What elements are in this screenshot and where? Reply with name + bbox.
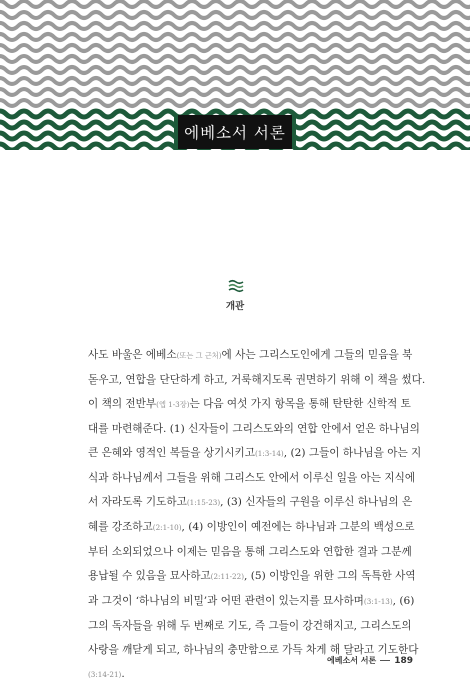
wave-stripe — [0, 100, 470, 106]
text-segment: 혜를 강조하고 — [88, 521, 153, 533]
text-segment: 부터 소외되었으나 이제는 믿음을 통해 그리스도와 연합한 결과 그분께 — [88, 546, 412, 558]
wave-stripe — [0, 12, 470, 18]
text-segment: 에 사는 그리스도인에게 그들의 믿음을 북 — [221, 349, 413, 361]
text-segment: . — [121, 668, 125, 680]
text-segment: 그의 독자들을 위해 두 번째로 기도, 즉 그들이 강건해지고, 그리스도의 — [88, 620, 412, 632]
text-line — [88, 368, 426, 392]
text-segment: 사도 바울은 에베소 — [88, 349, 177, 361]
text-segment: 서 자라도록 기도하고 — [88, 496, 187, 508]
scripture-reference: (1:3-14) — [254, 449, 284, 458]
text-line — [88, 515, 415, 540]
text-segment: 큰 은혜와 영적인 복들을 상기시키고 — [88, 447, 255, 459]
wave-stripe — [0, 67, 470, 73]
text-segment: , (4) 이방인이 예전에는 하나님과 그분의 백성으로 — [181, 521, 415, 533]
page-footer — [0, 655, 413, 666]
text-segment: , (6) — [392, 595, 415, 607]
text-line — [88, 490, 413, 515]
text-segment: , (3) 신자들의 구원을 이루신 하나님의 은 — [220, 496, 413, 508]
text-segment: 사랑을 깨닫게 되고, 하나님의 충만함으로 가득 차게 해 달라고 기도한다 — [88, 644, 419, 656]
scripture-reference: (1:15-23) — [186, 498, 221, 507]
wave-stripe — [0, 23, 470, 29]
text-line — [88, 564, 416, 589]
scripture-reference: (2:1-10) — [152, 523, 182, 532]
text-segment: , (2) 그들이 하나님을 아는 지 — [283, 447, 422, 459]
text-segment: 과 그것이 ‘하나님의 비밀’과 어떤 관련이 있는지를 묘사하며 — [88, 595, 364, 607]
text-line — [88, 392, 411, 417]
wave-stripe — [0, 45, 470, 51]
page-number: 189 — [394, 656, 413, 666]
wave-stripe — [0, 34, 470, 40]
text-segment: 는 다음 여섯 가지 항목을 통해 탄탄한 신학적 토 — [189, 398, 411, 410]
text-segment: 식과 하나님께서 그들을 위해 그리스도 안에서 이루신 일을 아는 지식에 — [88, 472, 416, 484]
footer-chapter-title: 에베소서 서론 — [327, 656, 377, 665]
chapter-title — [174, 115, 296, 149]
chapter-title-text: 에베소서 서론 — [184, 124, 286, 142]
wave-stripe — [0, 78, 470, 84]
text-line — [88, 417, 420, 441]
text-segment: 돋우고, 연합을 단단하게 하고, 거룩해지도록 권면하기 위해 이 책을 썼다. — [88, 374, 426, 386]
text-line — [88, 466, 416, 490]
text-line — [88, 441, 422, 466]
scripture-reference: (3:1-13) — [363, 597, 393, 606]
wave-stripe — [0, 1, 470, 7]
text-segment: , (5) 이방인을 위한 그의 독특한 사역 — [244, 570, 416, 582]
text-line — [88, 540, 412, 564]
text-segment: 이 책의 전반부 — [88, 398, 157, 410]
text-segment: 용납될 수 있음을 묘사하고 — [88, 570, 211, 582]
text-line — [88, 614, 412, 638]
scripture-reference: (또는 그 근처) — [176, 351, 222, 360]
wave-stripe — [0, 56, 470, 62]
layered-waves-icon — [228, 279, 244, 293]
wave-stripe — [0, 89, 470, 95]
scripture-reference: (3:14-21) — [88, 670, 122, 679]
text-line — [88, 343, 413, 368]
text-segment: 대를 마련해준다. (1) 신자들이 그리스도와의 연합 안에서 얻은 하나님의 — [88, 423, 420, 435]
text-line — [88, 589, 415, 614]
footer-separator — [380, 660, 390, 661]
scripture-reference: (엡 1-3장) — [156, 400, 190, 409]
section-heading: 개관 — [225, 301, 245, 312]
scripture-reference: (2:11-22) — [210, 572, 244, 581]
